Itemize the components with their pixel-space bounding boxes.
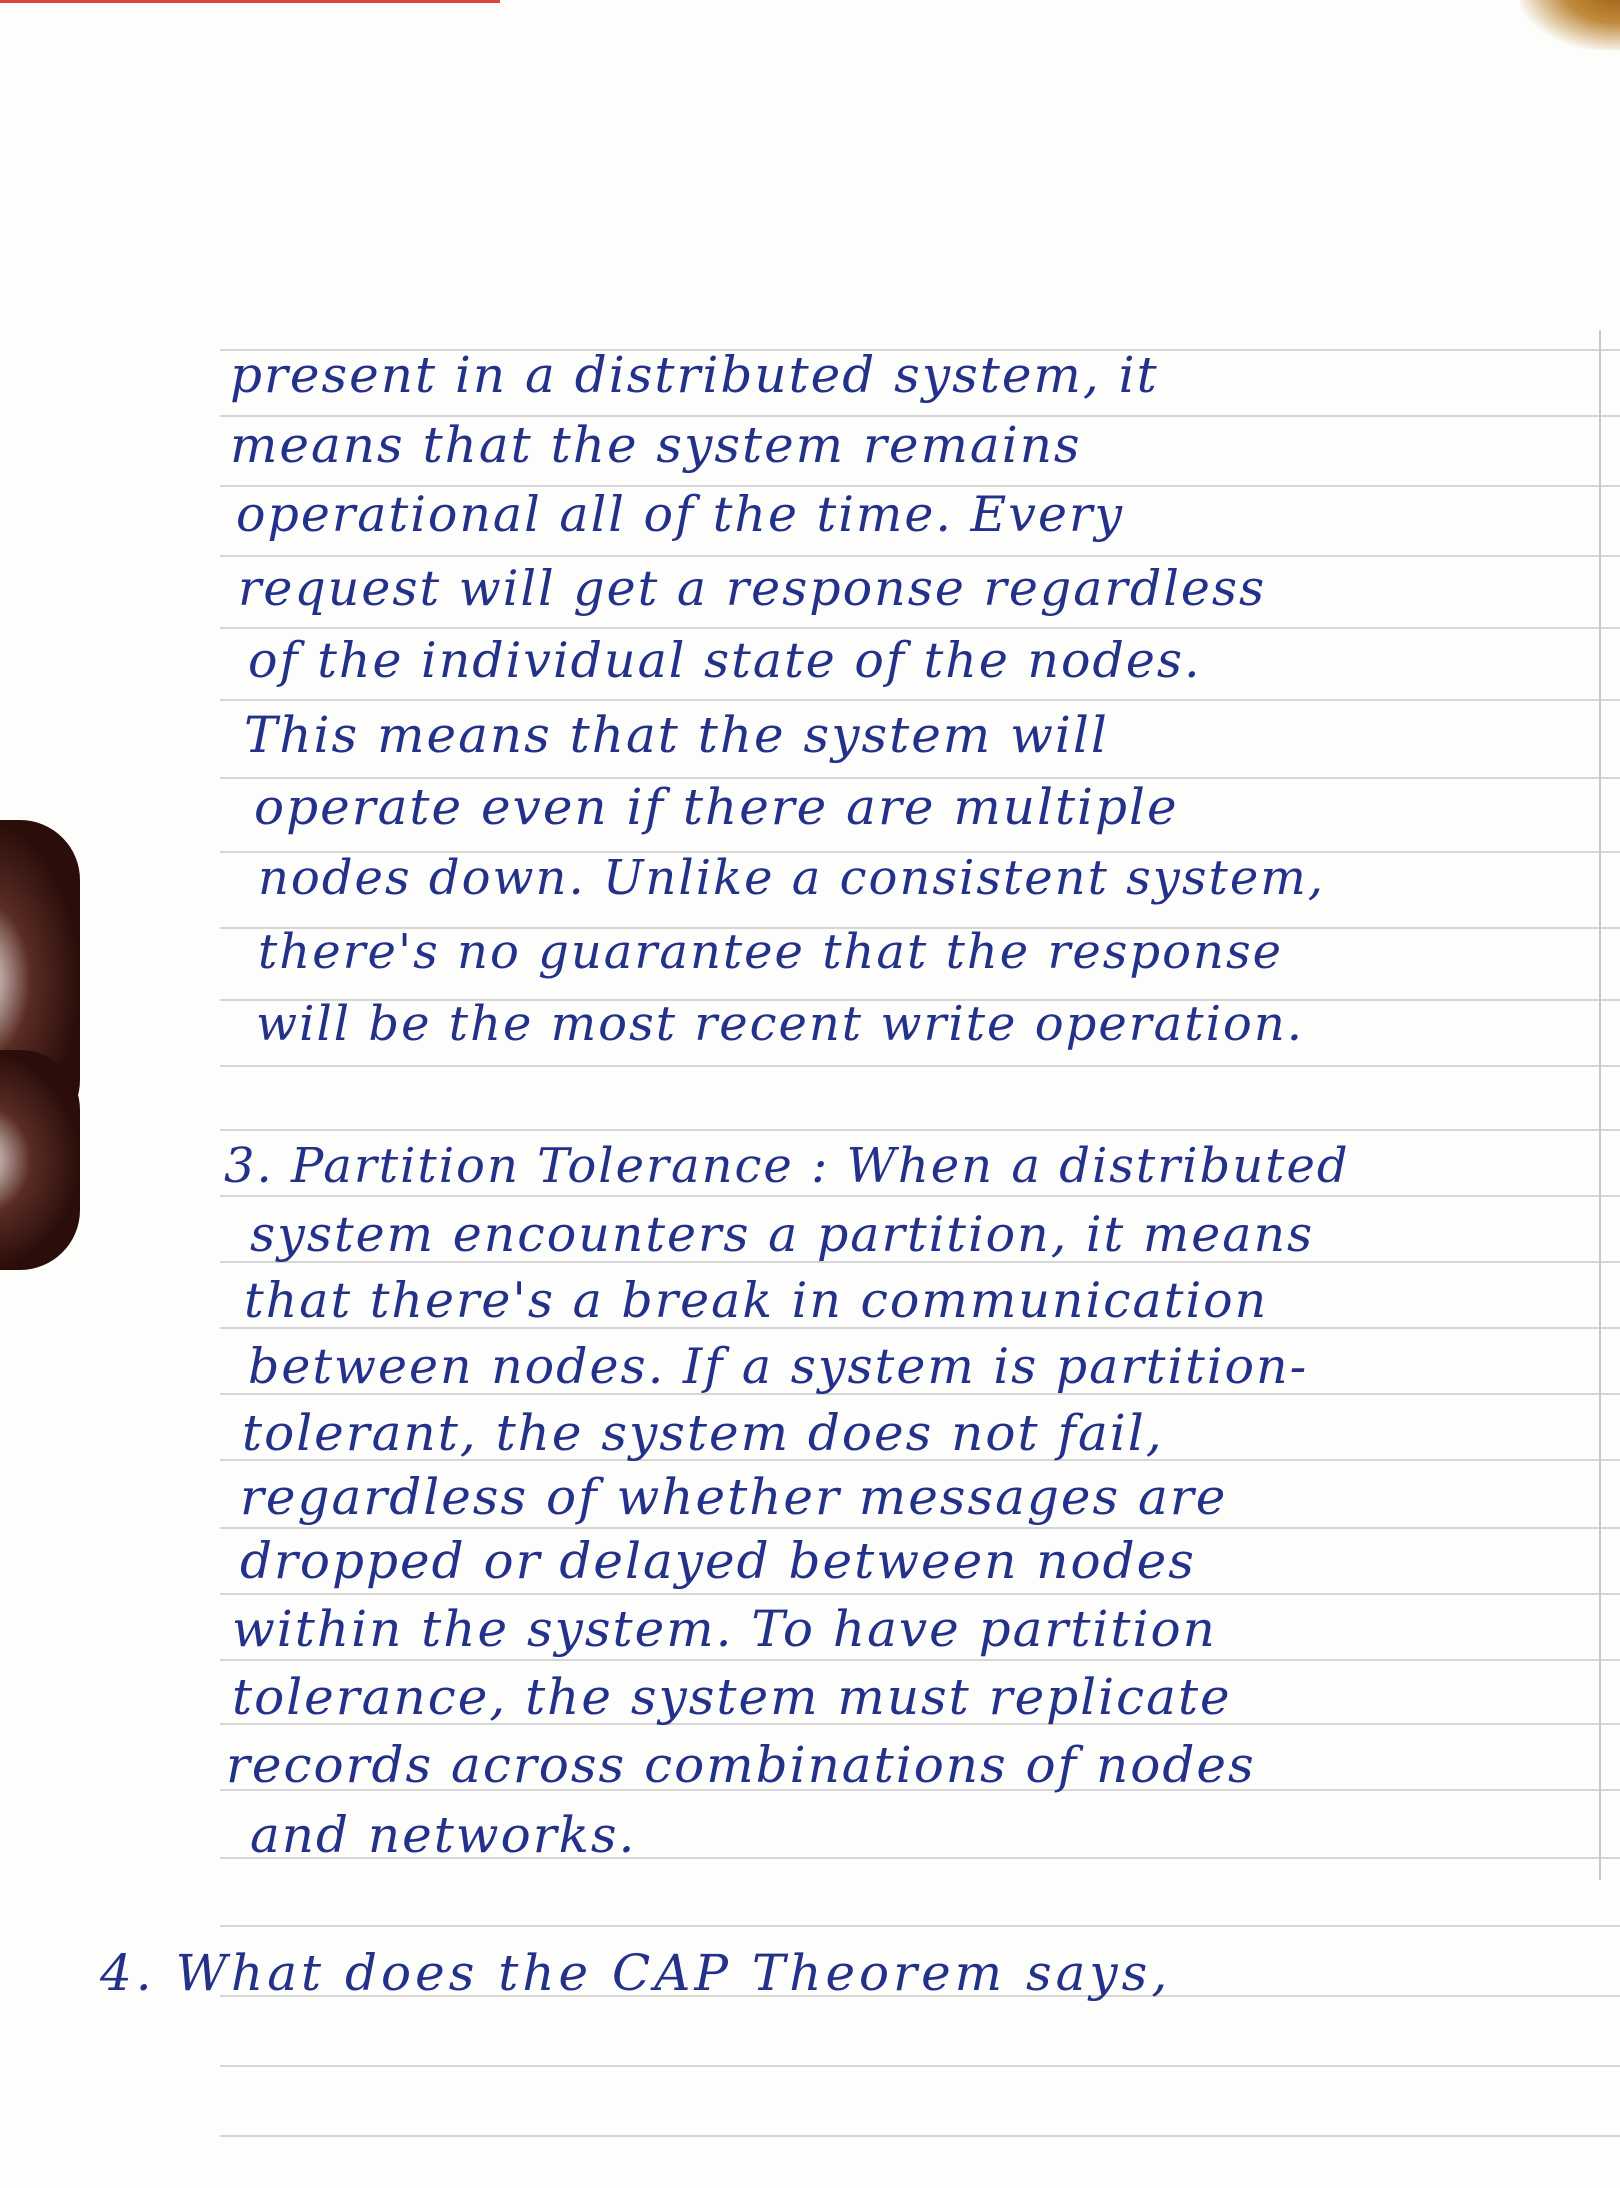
text-line: tolerance, the system must replicate xyxy=(232,1668,1232,1726)
text-line: between nodes. If a system is partition- xyxy=(248,1338,1309,1395)
text-line: that there's a break in communication xyxy=(244,1272,1269,1329)
text-line: and networks. xyxy=(250,1806,637,1864)
text-line: records across combinations of nodes xyxy=(226,1736,1256,1794)
text-line: 3. Partition Tolerance : When a distributed xyxy=(224,1138,1350,1194)
text-line: This means that the system will xyxy=(244,706,1109,764)
text-line: of the individual state of the nodes. xyxy=(248,632,1202,689)
text-line: within the system. To have partition xyxy=(232,1600,1217,1658)
text-line: present in a distributed system, it xyxy=(230,346,1159,404)
question-text: 4. What does the CAP Theorem says, xyxy=(100,1944,1172,2002)
text-line: nodes down. Unlike a consistent system, xyxy=(258,850,1325,906)
text-line: request will get a response regardless xyxy=(238,560,1267,617)
text-line: operational all of the time. Every xyxy=(236,486,1125,543)
text-line: means that the system remains xyxy=(230,416,1082,474)
text-line: system encounters a partition, it means xyxy=(250,1206,1315,1263)
text-line: regardless of whether messages are xyxy=(240,1468,1228,1526)
text-line: tolerant, the system does not fail, xyxy=(242,1404,1164,1462)
text-line: dropped or delayed between nodes xyxy=(240,1532,1196,1590)
text-line: operate even if there are multiple xyxy=(254,778,1179,836)
text-line: will be the most recent write operation. xyxy=(256,996,1304,1052)
thumb-shadow xyxy=(0,1050,80,1270)
text-line: there's no guarantee that the response xyxy=(258,924,1284,980)
